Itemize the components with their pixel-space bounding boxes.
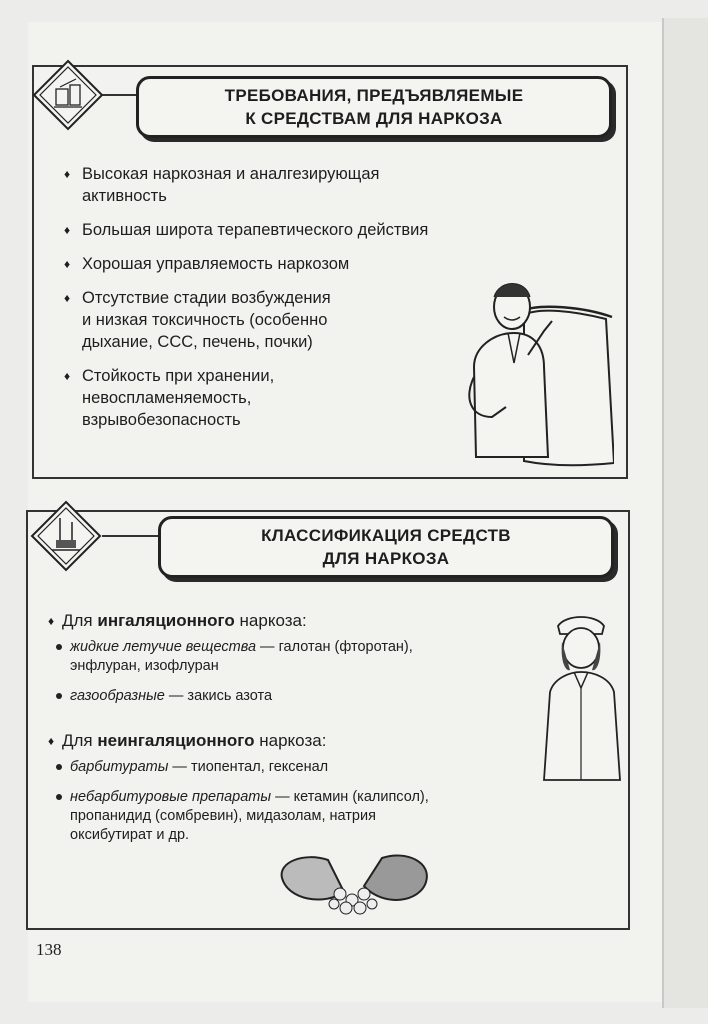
- list-item: ♦ Большая широта терапевтического действия: [64, 219, 494, 241]
- title-connector: [102, 94, 138, 96]
- requirements-list: [64, 163, 494, 443]
- list-item: ♦ Хорошая управляемость наркозом: [64, 253, 494, 275]
- classification-section: [26, 510, 630, 930]
- classification-title: [158, 516, 614, 578]
- page-number: 138: [36, 940, 62, 959]
- nurse-illustration: [536, 612, 626, 782]
- next-page-edge: [662, 18, 708, 1008]
- group-heading: ♦ Для неингаляционного наркоза:: [48, 730, 548, 752]
- list-item: жидкие летучие вещества — галотан (фторотан), энфлуран, изофлуран: [48, 638, 548, 676]
- capsule-illustration: [274, 848, 434, 920]
- list-item: барбитураты — тиопентал, гексенал: [48, 758, 548, 777]
- inhalation-group: [48, 610, 548, 717]
- title-line-2: ДЛЯ НАРКОЗА: [322, 549, 450, 568]
- list-item: ♦ Высокая наркозная и аналгезирующая активность: [64, 163, 494, 207]
- pharmacy-diamond-icon: [32, 59, 104, 131]
- list-item: небарбитуровые препараты — кетамин (калипсол), пропанидид (сомбревин), мидазолам, натрия оксибутират и др.: [48, 788, 548, 845]
- requirements-section: [32, 65, 628, 479]
- title-line-2: К СРЕДСТВАМ ДЛЯ НАРКОЗА: [245, 109, 503, 128]
- title-line-1: КЛАССИФИКАЦИЯ СРЕДСТВ: [261, 526, 511, 545]
- title-line-1: ТРЕБОВАНИЯ, ПРЕДЪЯВЛЯЕМЫЕ: [224, 86, 524, 105]
- title-connector: [102, 535, 160, 537]
- man-with-banner-illustration: [444, 267, 614, 467]
- requirements-title: [136, 76, 612, 138]
- sub-list: [48, 638, 548, 706]
- list-item: ♦ Стойкость при хранении, невоспламеняемость, взрывобезопасность: [64, 365, 494, 431]
- lab-equipment-diamond-icon: [30, 500, 102, 572]
- sub-list: [48, 758, 548, 845]
- list-item: ♦ Отсутствие стадии возбуждения и низкая токсичность (особенно дыхание, ССС, печень, почки): [64, 287, 494, 353]
- list-item: газообразные — закись азота: [48, 687, 548, 706]
- non-inhalation-group: [48, 730, 548, 856]
- group-heading: ♦ Для ингаляционного наркоза:: [48, 610, 548, 632]
